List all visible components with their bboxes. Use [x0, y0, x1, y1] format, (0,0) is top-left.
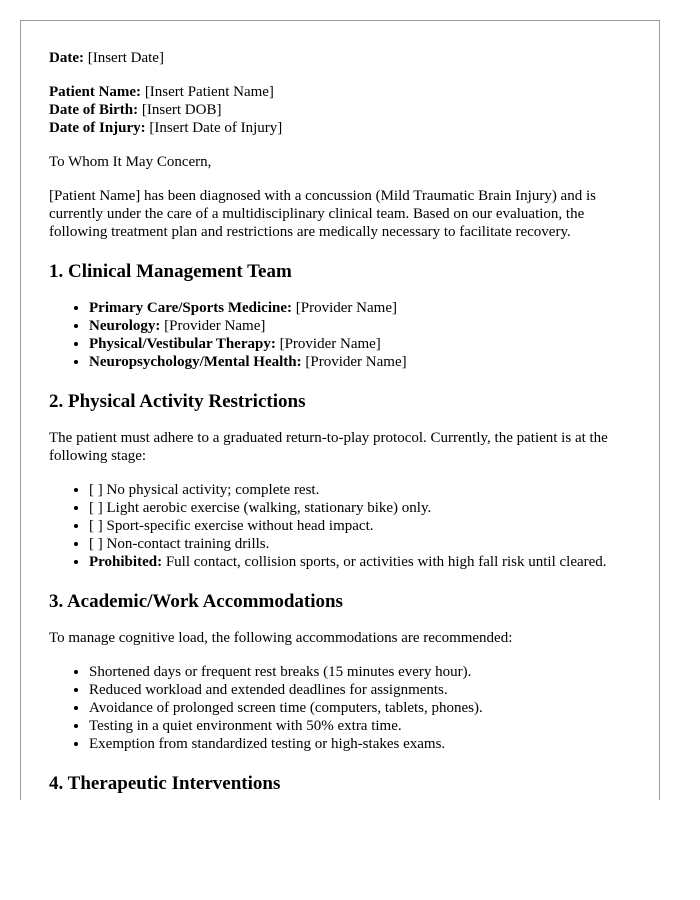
list-item [89, 335, 631, 353]
injury-date-line [49, 119, 631, 137]
provider-role: Neuropsychology/Mental Health: [89, 354, 302, 370]
list-item: • [ ] No physical activity; complete rest. [89, 481, 631, 499]
document-page [20, 20, 660, 800]
list-item: • Reduced workload and extended deadlines for assignments. [89, 681, 631, 699]
section3-title: 3. Academic/Work Accommodations [49, 591, 343, 612]
list-item: • Testing in a quiet environment with 50% extra time. [89, 717, 631, 735]
intro-paragraph: [Patient Name] has been diagnosed with a concussion (Mild Traumatic Brain Injury) and is currently under the care of a multidisciplinary clinical team. Based on our evaluation, the following treatment plan and restrictions are medically necessary to facilitate recovery. [49, 188, 596, 240]
section4-title: 4. Therapeutic Interventions [49, 773, 281, 794]
dob-value: [Insert DOB] [138, 102, 222, 118]
list-item [89, 317, 631, 335]
dob-line [49, 101, 631, 119]
provider-name: [Provider Name] [160, 318, 266, 334]
dob-label: Date of Birth: [49, 102, 139, 118]
section2-intro: The patient must adhere to a graduated return-to-play protocol. Currently, the patient is at the following stage: [49, 430, 608, 464]
provider-name: [Provider Name] [301, 354, 407, 370]
salutation: To Whom It May Concern, [49, 154, 212, 170]
list-item: • Shortened days or frequent rest breaks (15 minutes every hour). [89, 663, 631, 681]
section2-list [49, 481, 631, 571]
prohibited-value: Full contact, collision sports, or activities with high fall risk until cleared. [162, 554, 607, 570]
list-item [89, 299, 631, 317]
section3-list [49, 663, 631, 753]
patient-info [49, 83, 631, 137]
section1-list [49, 299, 631, 371]
document-content [21, 21, 659, 795]
section1-title: 1. Clinical Management Team [49, 261, 292, 282]
provider-role: Neurology: [89, 318, 161, 334]
prohibited-label: Prohibited: [89, 554, 163, 570]
patient-name-label: Patient Name: [49, 84, 142, 100]
list-item: • [ ] Light aerobic exercise (walking, stationary bike) only. [89, 499, 631, 517]
injury-date-label: Date of Injury: [49, 120, 146, 136]
list-item [89, 353, 631, 371]
list-item: • Exemption from standardized testing or high-stakes exams. [89, 735, 631, 753]
list-item [89, 553, 631, 571]
date-value: [Insert Date] [83, 50, 164, 66]
provider-role: Primary Care/Sports Medicine: [89, 300, 293, 316]
patient-name-line [49, 83, 631, 101]
patient-name-value: [Insert Patient Name] [141, 84, 274, 100]
injury-date-value: [Insert Date of Injury] [145, 120, 283, 136]
date-label: Date: [49, 50, 84, 66]
list-item: • Avoidance of prolonged screen time (computers, tablets, phones). [89, 699, 631, 717]
date-line [49, 49, 631, 67]
provider-name: [Provider Name] [275, 336, 381, 352]
list-item: • [ ] Non-contact training drills. [89, 535, 631, 553]
section2-title: 2. Physical Activity Restrictions [49, 391, 306, 412]
list-item: • [ ] Sport-specific exercise without head impact. [89, 517, 631, 535]
section3-intro: To manage cognitive load, the following accommodations are recommended: [49, 630, 513, 646]
provider-name: [Provider Name] [292, 300, 397, 316]
provider-role: Physical/Vestibular Therapy: [89, 336, 276, 352]
